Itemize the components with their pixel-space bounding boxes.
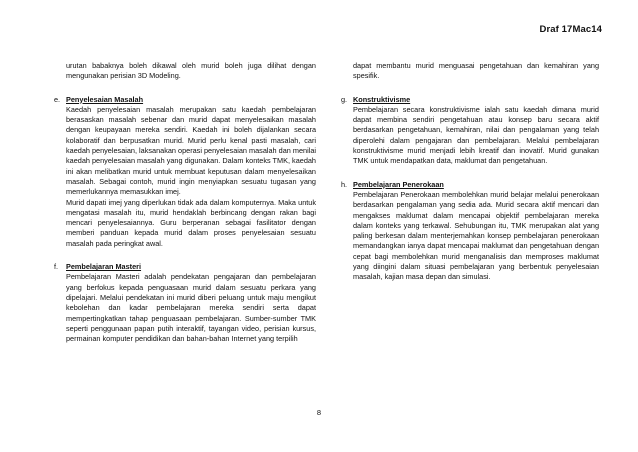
section-heading: Penyelesaian Masalah [66,94,144,104]
right-continuation-text: dapat membantu murid menguasai pengetahuan dan kemahiran yang spesifik. [353,61,599,81]
right-column [341,61,599,283]
page-number: 8 [316,408,322,417]
section-penyelesaian-masalah [54,95,316,249]
draft-label: Draf 17Mac14 [539,24,602,35]
left-column [54,61,316,344]
section-paragraph: Pembelajaran secara konstruktivisme ialah satu kaedah dimana murid dapat membina sendiri pengetahuan atau konsep baru secara aktif berdasarkan pengetahuan, kemahiran, nilai dan pengalaman yang telah diperolehi dalam pengajaran dan pembelajaran. Melalui pembelajaran konstruktivisme murid menjadi lebih kreatif dan inovatif. Murid gunakan TMK untuk mendapatkan data, maklumat dan pengetahuan. [353,104,599,166]
section-heading: Pembelajaran Masteri [66,262,142,272]
section-heading: Pembelajaran Penerokaan [353,179,444,189]
left-continuation-text: urutan babaknya boleh dikawal oleh murid boleh juga dilihat dengan mengunakan perisian 3D Modeling. [66,61,316,81]
section-paragraph: Pembelajaran Penerokaan membolehkan murid belajar melalui penerokaan berdasarkan pengalaman yang sedia ada. Murid secara aktif mencari dan mengakses maklumat dalam mencapai objektif pembelajaran mereka dalam konteks yang terkawal. Sehubungan itu, TMK merupakan alat yang paling berkesan dalam menterjemahkan konsep pembelajaran penerokaan memandangkan ianya dapat mencapai maklumat dan pengetahuan dengan cepat bagi membolehkan murid menganalisis dan memproses maklumat yang diingini dalam situasi pembelajaran yang berbentuk penyelesaian masalah, kajian masa depan dan simulasi. [353,189,599,282]
section-paragraph: Murid dapati imej yang diperlukan tidak ada dalam komputernya. Maka untuk mengatasi masalah itu, murid hendaklah berbincang dengan rakan bagi mencari penyelesaiannya. Guru berperanan sebagai fasilitator dengan memberi panduan kepada murid dalam proses penyelesaian sesuatu masalah pada peringkat awal. [66,197,316,248]
section-paragraph: Kaedah penyelesaian masalah merupakan satu kaedah pembelajaran berasaskan masalah sebenar dan murid dapat menyelesaikan masalah dengan keupayaan mereka sendiri. Kaedah ini boleh dijalankan secara kolaboratif dan berpusatkan murid. Murid perlu kenal pasti masalah, cari kaedah penyelesaian, laksanakan operasi penyelesaian masalah dan menilai kaedah penyelesaian masalah yang digunakan. Dalam konteks TMK, kaedah ini akan melibatkan murid untuk membuat keputusan dalam menyelesaikan masalah. Sebagai contoh, murid ingin menyiapkan sesuatu tugasan yang memerlukannya memasukkan imej. [66,104,316,197]
section-paragraph: Pembelajaran Masteri adalah pendekatan pengajaran dan pembelajaran yang berfokus kepada penguasaan murid dalam sesuatu perkara yang dipelajari. Melalui pendekatan ini murid diberi peluang untuk maju mengikut kebolehan dan kadar pembelajaran mereka sendiri serta dapat mempertingkatkan tahap penguasaan pembelajaran. Sumber-sumber TMK seperti penggunaan papan putih interaktif, tayangan video, perisian kursus, permainan komputer pendidikan dan bahan-bahan Internet yang terpilih [66,272,316,344]
section-marker: e. [54,94,61,104]
section-pembelajaran-penerokaan [341,180,599,283]
section-marker: h. [341,179,348,189]
section-marker: f. [54,262,59,272]
section-konstruktivisme [341,95,599,167]
section-heading: Konstruktivisme [353,94,411,104]
section-marker: g. [341,94,348,104]
section-pembelajaran-masteri [54,262,316,344]
